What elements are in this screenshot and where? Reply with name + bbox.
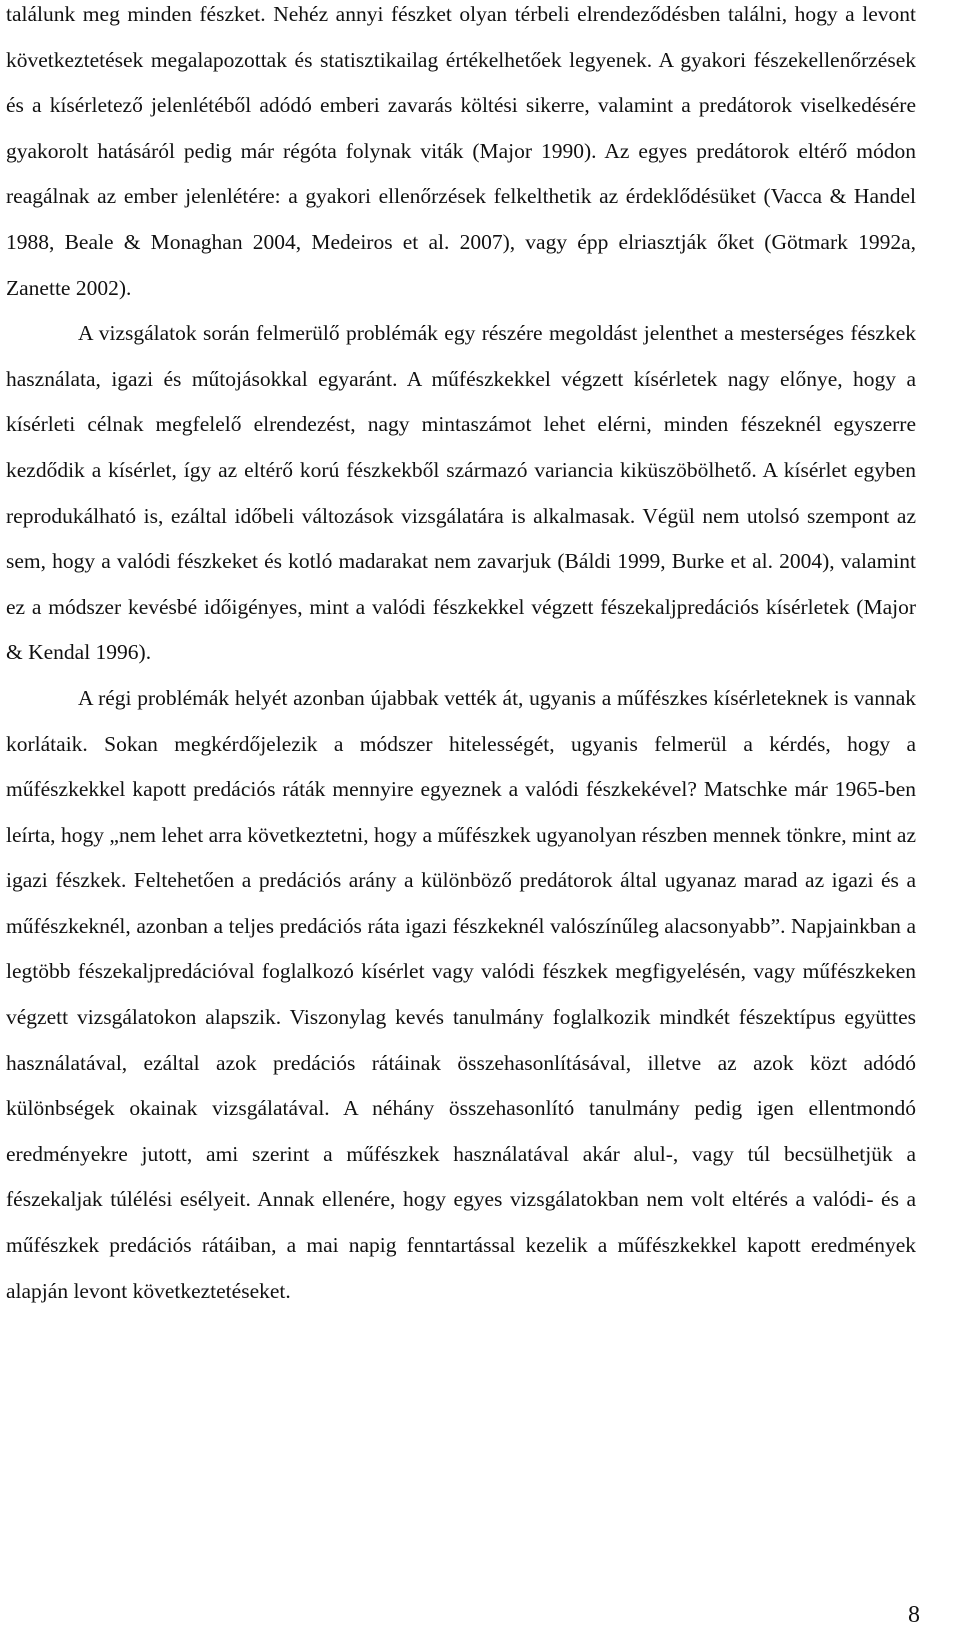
paragraph-limitations: A régi problémák helyét azonban újabbak vették át, ugyanis a műfészkes kísérleteknek is vannak korlátaik. Sokan megkérdőjelezik a módszer hitelességét, ugyanis felmerül a kérdés, hogy a műfészkekkel kapott predációs ráták mennyire egyeznek a valódi fészkekével? Matschke már 1965-ben leírta, hogy „nem lehet arra következtetni, hogy a műfészkek ugyanolyan részben mennek tönkre, mint az igazi fészkek. Feltehetően a predációs arány a különböző predátorok által ugyanaz marad az igazi és a műfészkeknél, azonban a teljes predációs ráta igazi fészkeknél valószínűleg alacsonyabb”. Napjainkban a legtöbb fészekaljpredációval foglalkozó kísérlet vagy valódi fészkek megfigyelésén, vagy műfészkeken végzett vizsgálatokon alapszik. Viszonylag kevés tanulmány foglalkozik mindkét fészektípus együttes használatával, ezáltal azok predációs rátáinak összehasonlításával, illetve az azok közt adódó különbségek okainak vizsgálatával. A néhány összehasonlító tanulmány pedig igen ellentmondó eredményekre jutott, ami szerint a műfészkek használatával akár alul-, vagy túl becsülhetjük a fészekaljak túlélési esélyeit. Annak ellenére, hogy egyes vizsgálatokban nem volt eltérés a valódi- és a műfészkek predációs rátáiban, a mai napig fenntartással kezelik a műfészkekkel kapott eredmények alapján levont következtetéseket. xyxy=(6,685,916,1303)
page-number: 8 xyxy=(908,1602,920,1628)
paragraph-artificial-nests: A vizsgálatok során felmerülő problémák egy részére megoldást jelenthet a mesterséges fészkek használata, igazi és műtojásokkal egyaránt. A műfészkekkel végzett kísérletek nagy előnye, hogy a kísérleti célnak megfelelő elrendezést, nagy mintaszámot lehet elérni, minden fészeknél egyszerre kezdődik a kísérlet, így az eltérő korú fészkekből származó variancia kiküszöbölhető. A kísérlet egyben reprodukálható is, ezáltal időbeli változások vizsgálatára is alkalmasak. Végül nem utolsó szempont az sem, hogy a valódi fészkeket és kotló madarakat nem zavarjuk (Báldi 1999, Burke et al. 2004), valamint ez a módszer kevésbé időigényes, mint a valódi fészkekkel végzett fészekaljpredációs kísérletek (Major & Kendal 1996). xyxy=(6,321,916,665)
document-page xyxy=(6,0,916,1314)
paragraph-continuation: találunk meg minden fészket. Nehéz annyi fészket olyan térbeli elrendeződésben találni, hogy a levont következtetések megalapozottak és statisztikailag értékelhetőek legyenek. A gyakori fészekellenőrzések és a kísérletező jelenlétéből adódó emberi zavarás költési sikerre, valamint a predátorok viselkedésére gyakorolt hatásáról pedig már régóta folynak viták (Major 1990). Az egyes predátorok eltérő módon reagálnak az ember jelenlétére: a gyakori ellenőrzések felkelthetik az érdeklődésüket (Vacca & Handel 1988, Beale & Monaghan 2004, Medeiros et al. 2007), vagy épp elriasztják őket (Götmark 1992a, Zanette 2002). xyxy=(6,2,916,300)
